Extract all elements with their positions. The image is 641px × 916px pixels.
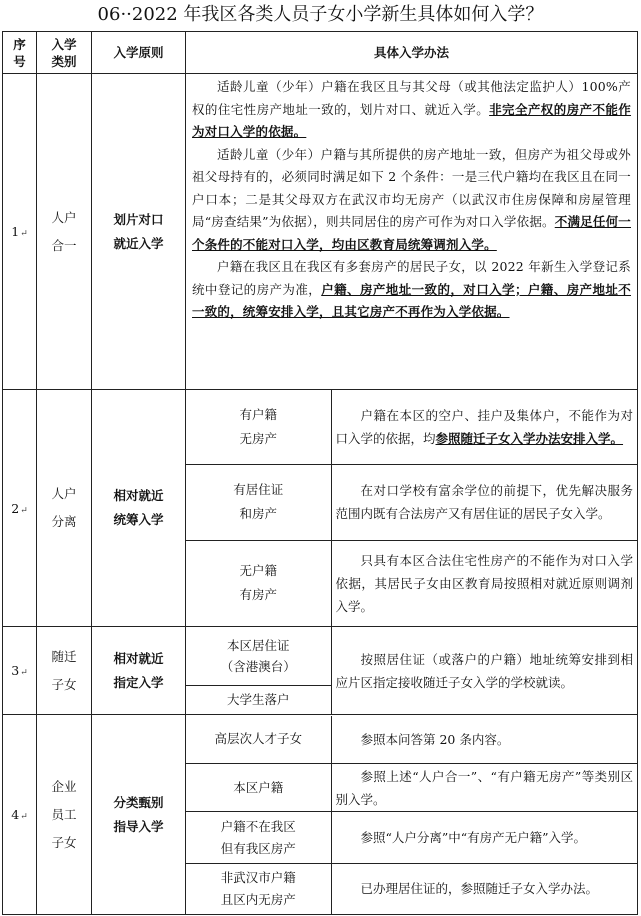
sub-row [186,764,637,812]
sub-category [186,540,331,626]
sub-row [186,627,637,685]
sub-category [186,864,331,914]
sub-row [186,716,637,764]
sub-method-text: 只具有本区合法住宅性房产的不能作为对口入学依据，其居民子女由区教育局按照相对就近原则调剂入学。 [335,552,633,614]
header-no-label: 序 号 [13,36,26,69]
sub-category-label: 有户籍 无房产 [239,406,277,446]
sub-method [331,390,637,464]
paragraph-text: 适龄儿童（少年）户籍与其所提供的房产地址一致，但房产为祖父母或外祖父母持有的，必须同时满足如下 2 个条件：一是三代户籍均在我区且在同一户口本；二是其父母双方在武汉市均无房产（以武汉市住房保障和房屋管理局“房查结果”为依据），则共同居住的房产可作为对口入学依据。 [192,146,631,229]
sub-method-emphasis: 参照随迁子女入学办法安排入学。 [435,430,624,446]
sub-category [186,390,331,464]
row-type-label: 人户 合一 [51,209,77,253]
row-method [186,627,638,715]
header-method: 具体入学办法 [186,32,638,74]
paragraph-text: 户籍在我区且在我区有多套房产的居民子女，以 2022 年新生入学登记系统中登记的房产为准， [192,259,631,297]
row-number: 1↵ [3,74,37,390]
sub-category-label: 本区居住证 （含港澳台） [220,637,296,674]
sub-row [186,390,637,464]
header-principle: 入学原则 [92,32,186,74]
row-type-label: 随迁 子女 [51,648,77,692]
sub-row [186,540,637,626]
row-number: 2↵ [3,390,37,627]
row-number-value: 1 [11,224,20,239]
row-principle-label: 相对就近 指定入学 [113,650,164,690]
row-number: 3↵ [3,627,37,715]
header-type-label: 入学 类别 [51,36,77,69]
row-principle-label: 分类甄别 指导入学 [113,794,164,834]
paragraph-text: 适龄儿童（少年）户籍在我区且与其父母（或其他法定监护人）100%产权的住宅性房产地址一致的，划片对口、就近入学。 [192,79,631,117]
sub-row [186,812,637,864]
sub-method: 参照本问答第 20 条内容。 [331,716,637,764]
header-type [37,32,92,74]
admission-table [2,31,638,915]
sub-category [186,627,331,685]
row-number-value: 4 [11,807,20,822]
sub-method [331,540,637,626]
row-principle-label: 划片对口 就近入学 [113,211,164,251]
method-paragraph [186,256,637,324]
sub-category-label: 非武汉市户籍 且区内无房产 [220,869,296,907]
row-principle-label: 相对就近 统筹入学 [113,488,164,527]
sub-method-text: 在对口学校有富余学位的前提下，优先解决服务范围内既有合法房产又有居住证的居民子女入学。 [335,483,633,521]
row-method [186,74,638,390]
sub-category-label: 无户籍 有房产 [239,563,277,603]
table-row [3,390,638,627]
header-row [3,32,638,74]
method-paragraph [186,74,637,144]
table-row [3,627,638,715]
table-row [3,74,638,390]
page-title: 06··2022 年我区各类人员子女小学新生具体如何入学？ [97,4,544,25]
sub-method [331,464,637,540]
sub-table [186,716,637,914]
row-type [37,715,92,915]
row-method [186,715,638,915]
sub-category [186,464,331,540]
row-type [37,390,92,627]
paragraph-emphasis: 非完全产权的房产不能作为对口入学的依据。 [192,101,632,139]
paragraph-emphasis: 户籍、房产地址一致的，对口入学；户籍、房产地址不一致的，统筹安排入学，且其它房产不再作为入学依据。 [192,281,631,319]
sub-category: 本区户籍 [186,764,331,812]
row-principle [92,74,186,390]
sub-category: 大学生落户 [186,685,331,714]
row-type-label: 人户 分离 [51,486,77,529]
paragraph-emphasis: 不满足任何一个条件的不能对口入学，均由区教育局统筹调剂入学。 [192,214,631,252]
row-type [37,74,92,390]
row-number-value: 2 [11,500,20,516]
row-type-label: 企业 员工 子女 [51,778,77,850]
sub-table [186,390,637,626]
sub-method: 已办理居住证的，参照随迁子女入学办法。 [360,881,599,897]
method-paragraph [186,144,637,257]
table-row [3,715,638,915]
row-number: 4↵ [3,715,37,915]
row-principle [92,390,186,627]
sub-method: 参照上述“人户合一”、“有户籍无房产”等类别区别入学。 [331,764,637,812]
sub-row [186,864,637,914]
sub-method-text: 户籍在本区的空户、挂户及集体户，不能作为对口入学的依据，均 [335,407,633,446]
row-number-value: 3 [11,663,20,678]
row-principle [92,715,186,915]
sub-category [186,812,331,864]
sub-method: 按照居住证（或落户的户籍）地址统筹安排到相应片区指定接收随迁子女入学的学校就读。 [335,651,633,690]
sub-category-label: 户籍不在我区 但有我区房产 [220,818,296,856]
row-type [37,627,92,715]
row-method [186,390,638,627]
sub-table [186,627,637,714]
sub-row [186,464,637,540]
header-no [3,32,37,74]
sub-method: 参照“人户分离”中“有房产无户籍”入学。 [331,812,637,864]
sub-category: 高层次人才子女 [186,716,331,764]
row-principle [92,627,186,715]
sub-category-label: 有居住证 和房产 [233,482,284,521]
